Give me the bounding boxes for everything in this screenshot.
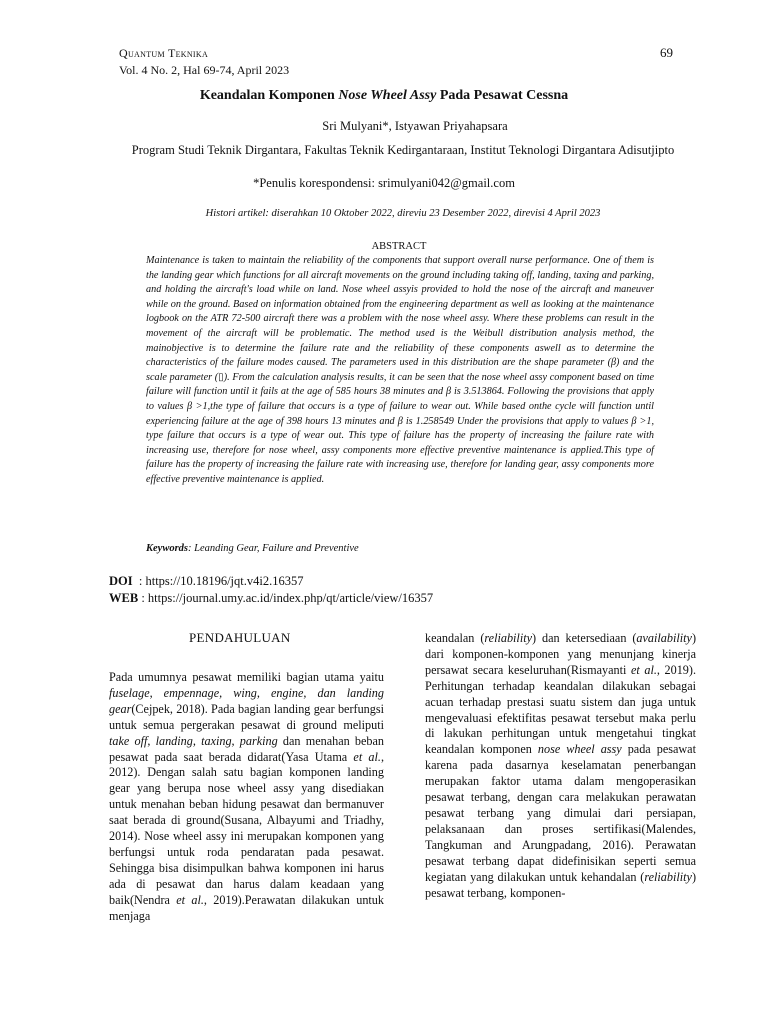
italic-run: fuselage, empennage, wing, engine, dan landing gear [109,685,384,716]
keywords-text: : Leanding Gear, Failure and Preventive [188,543,359,554]
title-italic: Nose Wheel Assy [338,88,437,103]
text-run: keandalan ( [425,631,485,645]
web-label: WEB [109,591,139,605]
web-link[interactable]: : https://journal.umy.ac.id/index.php/qt/article/view/16357 [138,591,434,605]
italic-run: reliability [644,869,692,884]
italic-run: et al. [353,749,381,764]
italic-run: et al. [630,662,657,677]
affiliation: Program Studi Teknik Dirgantara, Fakultas Teknik Kedirgantaraan, Institut Teknologi Dirgantara Adisutjipto [131,143,675,157]
text-run: Pada umumnya pesawat memiliki bagian utama yaitu [109,670,384,684]
italic-run: take off, landing, taxing, parking [109,733,278,748]
intro-column-left [109,670,384,925]
italic-run: reliability [484,631,533,645]
article-title [0,88,768,104]
journal-name: Quantum Teknika [119,46,209,60]
page-number: 69 [660,45,673,60]
text-run: , 2012). Dengan salah satu bagian komponen landing gear yang berupa nose wheel assy yang disediakan untuk menahan beban hidung pesawat dan bermanuver saat berada di ground(Susana, Albayumi and Triadhy, 2014). Nose wheel assy ini merupakan komponen yang berfungsi untuk roda pendaratan pada pesawat. Sehingga bisa disimpulkan bahwa komponen ini harus ada di pesawat dan harus dalam keadaan yang baik(Nendra [109,749,384,907]
corresponding-author: *Penulis korespondensi: srimulyani042@gmail.com [253,176,515,190]
intro-column-right [425,631,696,901]
web-line [109,591,433,606]
title-part-1: Keandalan Komponen [199,88,339,103]
title-part-2: Pada Pesawat Cessna [436,88,569,103]
doi-link[interactable]: : https://10.18196/jqt.v4i2.16357 [132,574,304,588]
text-run: pada pesawat karena pada dasarnya keselamatan penerbangan merupakan faktor utama dalam mengoperasikan pesawat terbang, dengan cara melakukan perawatan pesawat terbang yang dimulai dari persiapan, pelaksanaan dan proses sertifikasi(Malendes, Tangkuman and Arungpadang, 2016). Perawatan pesawat terbang dapat didefinisikan seperti semua kegiatan yang dilakukan untuk kehandalan ( [425,742,696,884]
text-run: , 2019). Perhitungan terhadap keandalan dilakukan sebagai acuan terhadap prestasi suatu sistem dan juga untuk mengevaluasi efektifitas pesawat tersebut maka perlu di lakukan perhitungan untuk mengetahui tingkat keandalan komponen [425,662,697,757]
text-run: (Cejpek, 2018). Pada bagian landing gear berfungsi untuk semua pergerakan pesawat di ground meliputi [109,701,384,732]
keywords [146,543,359,554]
italic-run: et al. [176,892,204,907]
section-heading-pendahuluan: PENDAHULUAN [189,630,291,645]
article-history: Histori artikel: diserahkan 10 Oktober 2022, direviu 23 Desember 2022, direvisi 4 April 2023 [205,208,601,219]
abstract-text: Maintenance is taken to maintain the reliability of the components that support overall nurse performance. One of them is the landing gear which functions for all aircraft movements on the ground including taking off, landing, taxing and parking, and holding the aircraft's load while on land. Nose wheel assyis provided to hold the nose of the aircraft and maneuver while on the ground. Based on information obtained from the engineering department as well as looking at the maintenance logbook on the ATR 72-500 aircraft there was a problem with the nose wheel assy. Where these problems can result in the movement of the aircraft will be problematic. The method used is the Weibull distribution analysis method, the mainobjective is to determine the failure rate and the reliability of these components aswell as to determine the characteristics of the failure modes caused. The parameters used in this distribution are the shape parameter (β) and the scale parameter (▯). From the calculation analysis results, it can be seen that the nose wheel assy component based on time failure will function until it fails at the age of 585 hours 38 minutes and β is 3.513864. Following the provisions that apply to values β >1,the type of failure that occurs is a type of failure to wear out. While based onthe cycle will function until experiencing failure at the age of 398 hours 13 minutes and β is 1.258549 Under the provisions that apply to values β >1, type failure that occurs is a type of wear out. This type of failure has the property of increasing the failure rate with increasing use, therefore for nose wheel, assy components more effective preventive maintenance is applied.This type of failure has the property of increasing the failure rate with increasing use, therefore for landing gear, assy components more effective preventive maintenance is applied. [146,255,654,485]
text-run: , 2019).Perawatan dilakukan untuk menjaga [109,892,384,923]
text-run: dan menahan beban pesawat pada saat berada didarat(Yasa Utama [109,733,384,764]
text-run: ) pesawat terbang, komponen- [425,869,696,900]
text-run: ) dan ketersediaan ( [532,631,637,645]
text-run: ) dari komponen-komponen yang menunjang kinerja persawat secara keseluruhan(Rismayanti [425,631,696,677]
doi-line [109,574,303,589]
authors: Sri Mulyani*, Istyawan Priyahapsara [322,119,508,133]
keywords-label: Keywords [146,543,188,554]
abstract-heading: ABSTRACT [371,241,427,252]
doi-label: DOI [109,574,133,588]
volume-info: Vol. 4 No. 2, Hal 69-74, April 2023 [119,63,290,77]
italic-run: nose wheel assy [537,742,622,757]
italic-run: availability [636,631,692,645]
